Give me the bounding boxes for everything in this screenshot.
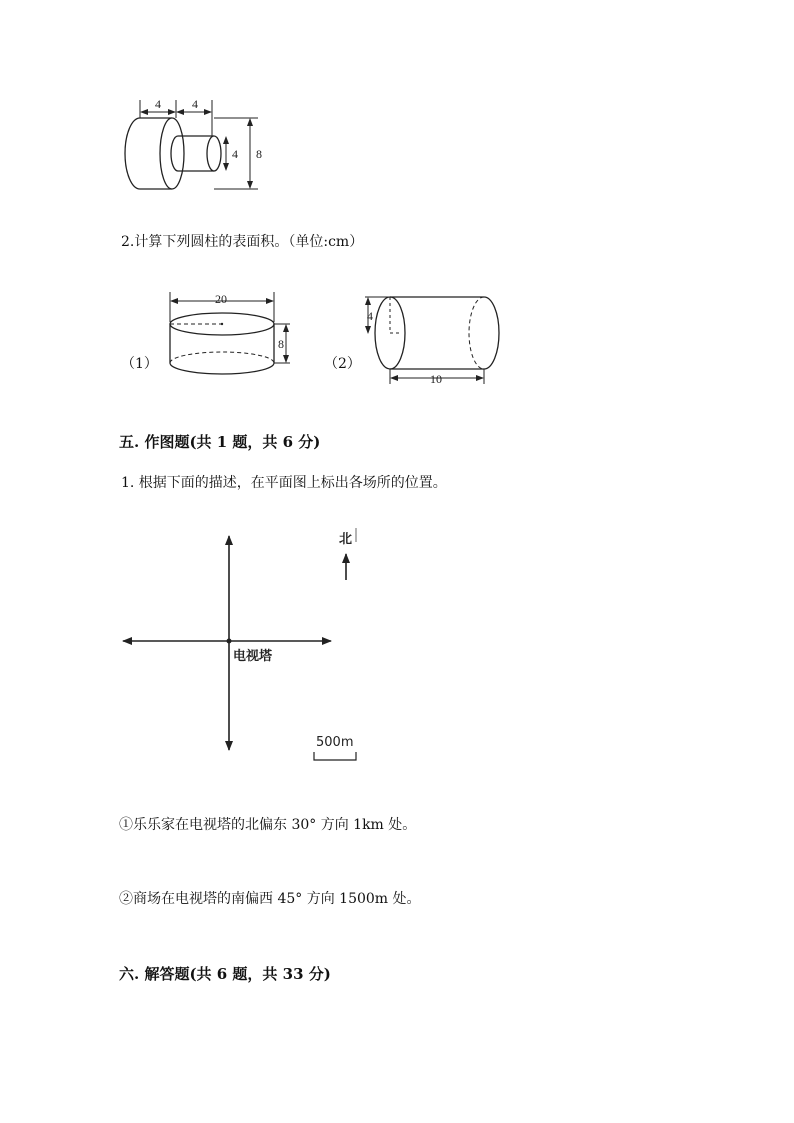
cylinder-2-figure [360,288,510,388]
scale-bar [314,752,356,760]
cylinder-1-figure [160,288,300,383]
cyl2-length: 10 [430,372,442,386]
map-figure [115,520,375,770]
compound-cylinder-figure [110,90,280,200]
scale-label: 500m [316,735,354,750]
cylinder-1-label: （1） [121,356,158,372]
section-5-question-1: 1. 根据下面的描述，在平面图上标出各场所的位置。 [121,475,447,491]
cyl2-radius: 4 [367,309,373,323]
small-cylinder-right-end [207,136,221,171]
tv-tower-label: 电视塔 [233,649,273,664]
section-5-heading: 五. 作图题(共 1 题，共 6 分) [119,433,321,451]
north-label: 北 [339,532,353,547]
cyl1-diameter: 20 [215,292,227,306]
dim-left-width: 4 [155,97,161,111]
cyl1-bottom-front [170,363,274,374]
cyl2-right-front [484,297,499,369]
cyl1-bottom-back [170,352,274,363]
section-5-item-2: ②商场在电视塔的南偏西 45° 方向 1500m 处。 [119,891,421,907]
big-cylinder-left-end [125,118,140,189]
tv-tower-point [227,639,232,644]
dim-big-height: 8 [256,147,262,161]
cylinder-2-label: （2） [324,356,361,372]
section-5-item-1: ①乐乐家在电视塔的北偏东 30° 方向 1km 处。 [119,817,417,833]
question-2-text: 2.计算下列圆柱的表面积。（单位:cm） [121,234,364,250]
cyl1-height: 8 [278,337,284,351]
dim-small-height: 4 [232,147,238,161]
section-6-heading: 六. 解答题(共 6 题，共 33 分) [119,965,331,983]
dim-right-width: 4 [192,97,198,111]
cyl2-right-back [469,297,484,369]
